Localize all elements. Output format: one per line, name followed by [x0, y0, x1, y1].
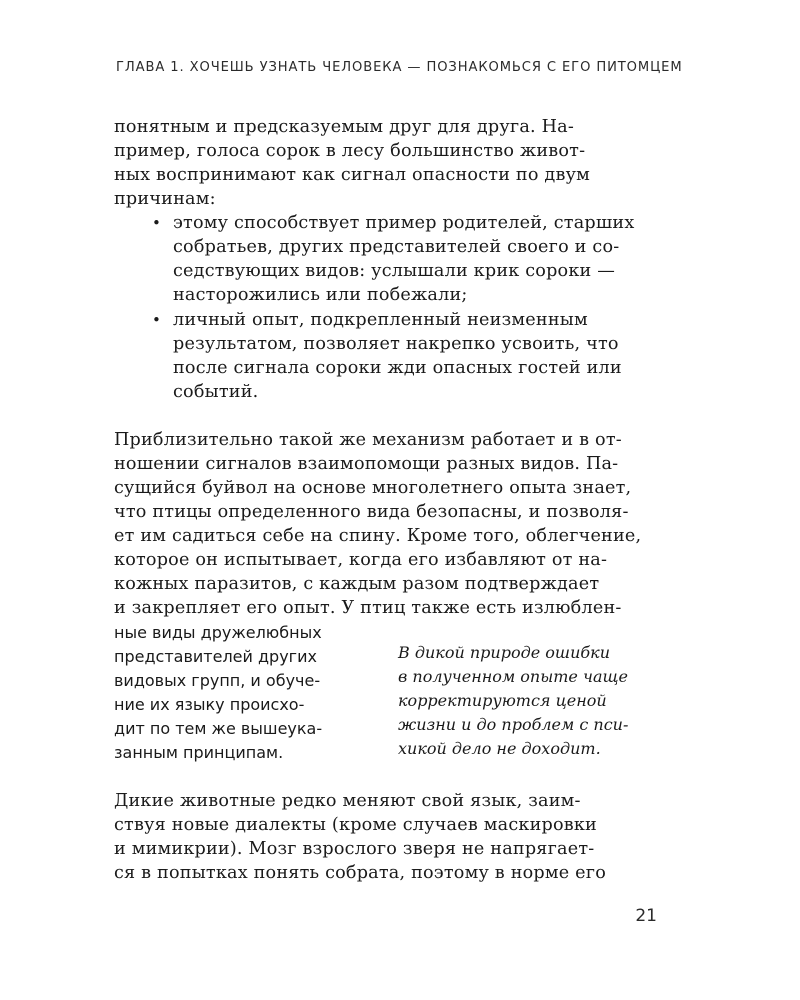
bullet-marker: • [152, 214, 161, 232]
narrow-column-line: занным принципам. [114, 743, 284, 762]
running-header: ГЛАВА 1. ХОЧЕШЬ УЗНАТЬ ЧЕЛОВЕКА — ПОЗНАКОМЬСЯ С ЕГО ПИТОМЦЕМ [116, 60, 683, 75]
bullet-marker: • [152, 311, 161, 329]
paragraph-line: что птицы определенного вида безопасны, и позволя- [114, 502, 629, 522]
intro-line: пример, голоса сорок в лесу большинство живот- [114, 141, 586, 161]
intro-line: причинам: [114, 189, 216, 209]
bullet-line: событий. [173, 382, 259, 402]
intro-line: ных воспринимают как сигнал опасности по двум [114, 165, 591, 185]
narrow-column-line: ние их языку происхо- [114, 695, 305, 714]
paragraph-line: ся в попытках понять собрата, поэтому в норме его [114, 863, 606, 883]
bullet-line: результатом, позволяет накрепко усвоить, что [173, 334, 619, 354]
bullet-line: седствующих видов: услышали крик сороки — [173, 261, 616, 281]
paragraph-line: сущийся буйвол на основе многолетнего опыта знает, [114, 478, 632, 498]
paragraph-line: и мимикрии). Мозг взрослого зверя не напрягает- [114, 839, 595, 859]
narrow-column-line: дит по тем же вышеука- [114, 719, 323, 738]
paragraph-line: ет им садиться себе на спину. Кроме того, облегчение, [114, 526, 642, 546]
narrow-column-line: видовых групп, и обуче- [114, 671, 321, 690]
page-number: 21 [635, 906, 657, 926]
bullet-line: после сигнала сороки жди опасных гостей или [173, 358, 622, 378]
pull-quote-line: хикой дело не доходит. [398, 739, 601, 758]
paragraph-line: ношении сигналов взаимопомощи разных видов. Па- [114, 454, 619, 474]
paragraph-line: Приблизительно такой же механизм работает и в от- [114, 430, 622, 450]
paragraph-line: которое он испытывает, когда его избавляют от на- [114, 550, 608, 570]
intro-line: понятным и предсказуемым друг для друга. На- [114, 117, 574, 137]
bullet-line: личный опыт, подкрепленный неизменным [173, 310, 588, 330]
pull-quote-line: корректируются ценой [398, 691, 607, 710]
narrow-column-line: ные виды дружелюбных [114, 623, 322, 642]
pull-quote-line: В дикой природе ошибки [398, 643, 611, 662]
paragraph-line: кожных паразитов, с каждым разом подтверждает [114, 574, 600, 594]
bullet-line: собратьев, других представителей своего и со- [173, 237, 620, 257]
bullet-line: этому способствует пример родителей, старших [173, 213, 635, 233]
pull-quote-line: в полученном опыте чаще [398, 667, 628, 686]
narrow-column-line: представителей других [114, 647, 317, 666]
paragraph-line: и закрепляет его опыт. У птиц также есть излюблен- [114, 598, 622, 618]
paragraph-line: Дикие животные редко меняют свой язык, заим- [114, 791, 581, 811]
paragraph-line: ствуя новые диалекты (кроме случаев маскировки [114, 815, 597, 835]
pull-quote-line: жизни и до проблем с пси- [398, 715, 629, 734]
bullet-line: насторожились или побежали; [173, 285, 468, 305]
